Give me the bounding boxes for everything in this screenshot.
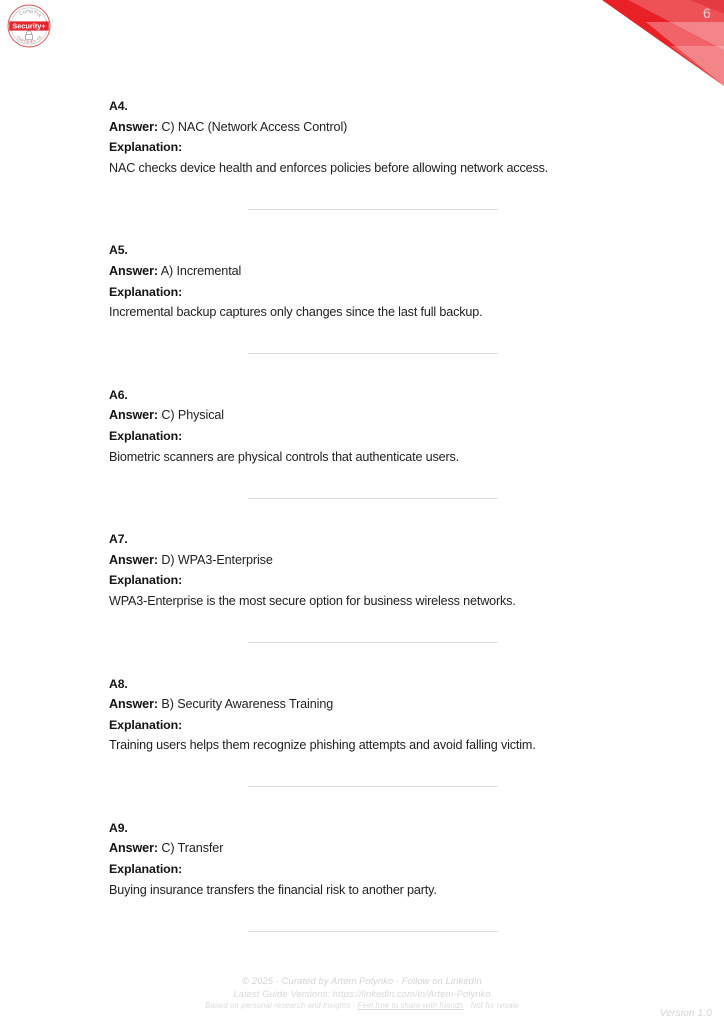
- footer-profile-link[interactable]: Latest Guide Versions: https://linkedin.com/in/Artem-Polynko: [233, 988, 491, 999]
- section-divider: [248, 498, 498, 499]
- answer-label: Answer:: [109, 408, 158, 423]
- answer-key-content: [109, 96, 649, 962]
- answer-value: C) Transfer: [161, 841, 224, 856]
- footer-disclaimer-prefix: Based on personal research and insights ·: [205, 1001, 358, 1010]
- answer-value: B) Security Awareness Training: [161, 697, 334, 712]
- footer-credit: © 2025 · Curated by Artem Polynko · Follow on LinkedIn: [242, 975, 482, 986]
- explanation-label: Explanation:: [109, 573, 183, 588]
- explanation-text: Incremental backup captures only changes since the last full backup.: [109, 305, 483, 320]
- section-separator-wrap: [109, 900, 649, 962]
- answer-label: Answer:: [109, 697, 158, 712]
- explanation-text: Training users helps them recognize phishing attempts and avoid falling victim.: [109, 738, 536, 753]
- section-separator-wrap: [109, 756, 649, 818]
- answer-block-a8: [109, 674, 649, 756]
- explanation-text: Biometric scanners are physical controls that authenticate users.: [109, 449, 460, 464]
- answer-line: [109, 694, 649, 715]
- answer-line: [109, 117, 649, 138]
- answer-block-a9: [109, 818, 649, 900]
- explanation-text: NAC checks device health and enforces policies before allowing network access.: [109, 160, 549, 175]
- answer-id: A8.: [109, 676, 128, 691]
- answer-line: [109, 550, 649, 571]
- footer-disclaimer: [0, 1000, 724, 1012]
- explanation-label: Explanation:: [109, 140, 183, 155]
- answer-value: A) Incremental: [160, 263, 242, 278]
- version-label: Version 1.0: [659, 1008, 712, 1019]
- section-divider: [248, 209, 498, 210]
- answer-value: C) NAC (Network Access Control): [161, 119, 348, 134]
- answer-label: Answer:: [109, 552, 158, 567]
- answer-id: A9.: [109, 820, 128, 835]
- section-divider: [248, 931, 498, 932]
- answer-label: Answer:: [109, 119, 158, 134]
- section-divider: [248, 353, 498, 354]
- answer-block-a6: [109, 385, 649, 467]
- lock-icon: [26, 31, 33, 40]
- page-footer: [0, 974, 724, 1012]
- svg-text:CompTIA: CompTIA: [18, 8, 43, 19]
- answer-block-a4: [109, 96, 649, 178]
- answer-block-a5: [109, 240, 649, 322]
- answer-value: D) WPA3-Enterprise: [161, 552, 273, 567]
- answer-label: Answer:: [109, 841, 158, 856]
- section-separator-wrap: [109, 612, 649, 674]
- section-separator-wrap: [109, 467, 649, 529]
- explanation-label: Explanation:: [109, 862, 183, 877]
- answer-line: [109, 838, 649, 859]
- answer-id: A4.: [109, 99, 128, 113]
- answer-line: [109, 261, 649, 282]
- explanation-label: Explanation:: [109, 284, 183, 299]
- svg-text:Security+: Security+: [12, 21, 46, 31]
- svg-text:CERTIFIED CE: CERTIFIED CE: [15, 34, 43, 45]
- answer-line: [109, 405, 649, 426]
- section-divider: [248, 786, 498, 787]
- explanation-text: WPA3-Enterprise is the most secure option for business wireless networks.: [109, 593, 516, 608]
- answer-value: C) Physical: [161, 408, 224, 423]
- explanation-text: Buying insurance transfers the financial risk to another party.: [109, 882, 437, 897]
- answer-block-a7: [109, 529, 649, 611]
- answer-id: A7.: [109, 532, 128, 547]
- explanation-label: Explanation:: [109, 428, 183, 443]
- footer-share-link[interactable]: Feel free to share with friends: [357, 1001, 464, 1010]
- section-divider: [248, 642, 498, 643]
- explanation-label: Explanation:: [109, 717, 183, 732]
- section-separator-wrap: [109, 323, 649, 385]
- answer-label: Answer:: [109, 263, 158, 278]
- answer-id: A6.: [109, 387, 128, 402]
- comptia-security-plus-badge: [6, 3, 52, 49]
- page-number: 6: [703, 5, 711, 21]
- section-separator-wrap: [109, 178, 649, 240]
- footer-disclaimer-suffix: · Not for resale: [463, 1001, 519, 1010]
- answer-id: A5.: [109, 243, 128, 258]
